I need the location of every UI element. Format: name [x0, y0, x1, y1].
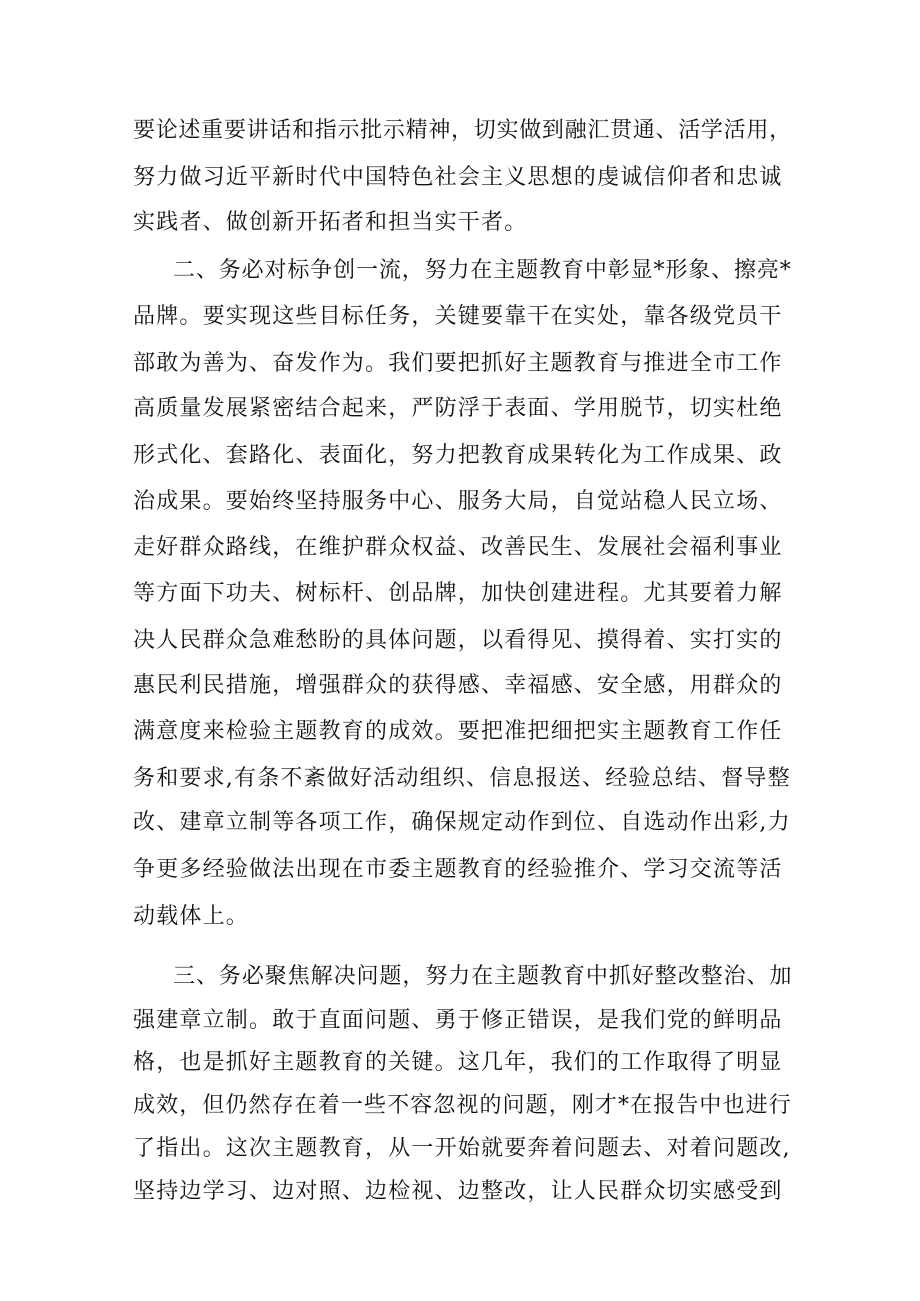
- text-line: 部敢为善为、奋发作为。我们要把抓好主题教育与推进全市工作: [133, 351, 783, 376]
- text-line: 动载体上。: [133, 904, 250, 929]
- text-line: 三、务必聚焦解决问题，努力在主题教育中抓好整改整治、加: [173, 964, 793, 989]
- text-line: 高质量发展紧密结合起来，严防浮于表面、学用脱节，切实杜绝: [133, 396, 783, 421]
- text-line: 争更多经验做法出现在市委主题教育的经验推介、学习交流等活: [133, 857, 783, 882]
- text-line: 品牌。要实现这些目标任务，关键要靠干在实处，靠各级党员干: [133, 304, 783, 329]
- text-line: 治成果。要始终坚持服务中心、服务大局，自觉站稳人民立场、: [133, 489, 783, 514]
- text-line: 实践者、做创新开拓者和担当实干者。: [133, 210, 528, 235]
- text-line: 坚持边学习、边对照、边检视、边整改，让人民群众切实感受到: [133, 1179, 783, 1204]
- text-line: 惠民利民措施，增强群众的获得感、幸福感、安全感，用群众的: [133, 673, 783, 698]
- text-line: 决人民群众急难愁盼的具体问题，以看得见、摸得着、实打实的: [133, 628, 783, 653]
- text-line: 要论述重要讲话和指示批示精神，切实做到融汇贯通、活学活用，: [133, 118, 792, 143]
- text-line: 二、务必对标争创一流，努力在主题教育中彰显*形象、擦亮*: [173, 258, 792, 283]
- text-line: 成效，但仍然存在着一些不容忽视的问题，刚才*在报告中也进行: [133, 1093, 792, 1118]
- text-line: 改、建章立制等各项工作，确保规定动作到位、自选动作出彩,力: [133, 810, 791, 835]
- text-line: 强建章立制。敢于直面问题、勇于修正错误，是我们党的鲜明品: [133, 1008, 783, 1033]
- text-line: 格，也是抓好主题教育的关键。这几年，我们的工作取得了明显: [133, 1050, 783, 1075]
- text-line: 务和要求,有条不紊做好活动组织、信息报送、经验总结、督导整: [133, 766, 791, 791]
- text-line: 等方面下功夫、树标杆、创品牌，加快创建进程。尤其要着力解: [133, 581, 783, 606]
- text-line: 努力做习近平新时代中国特色社会主义思想的虔诚信仰者和忠诚: [133, 165, 783, 190]
- text-line: 走好群众路线，在维护群众权益、改善民生、发展社会福利事业: [133, 535, 783, 560]
- text-line: 满意度来检验主题教育的成效。要把准把细把实主题教育工作任: [133, 719, 783, 744]
- text-line: 了指出。这次主题教育，从一开始就要奔着问题去、对着问题改,: [133, 1136, 791, 1161]
- text-line: 形式化、套路化、表面化，努力把教育成果转化为工作成果、政: [133, 443, 783, 468]
